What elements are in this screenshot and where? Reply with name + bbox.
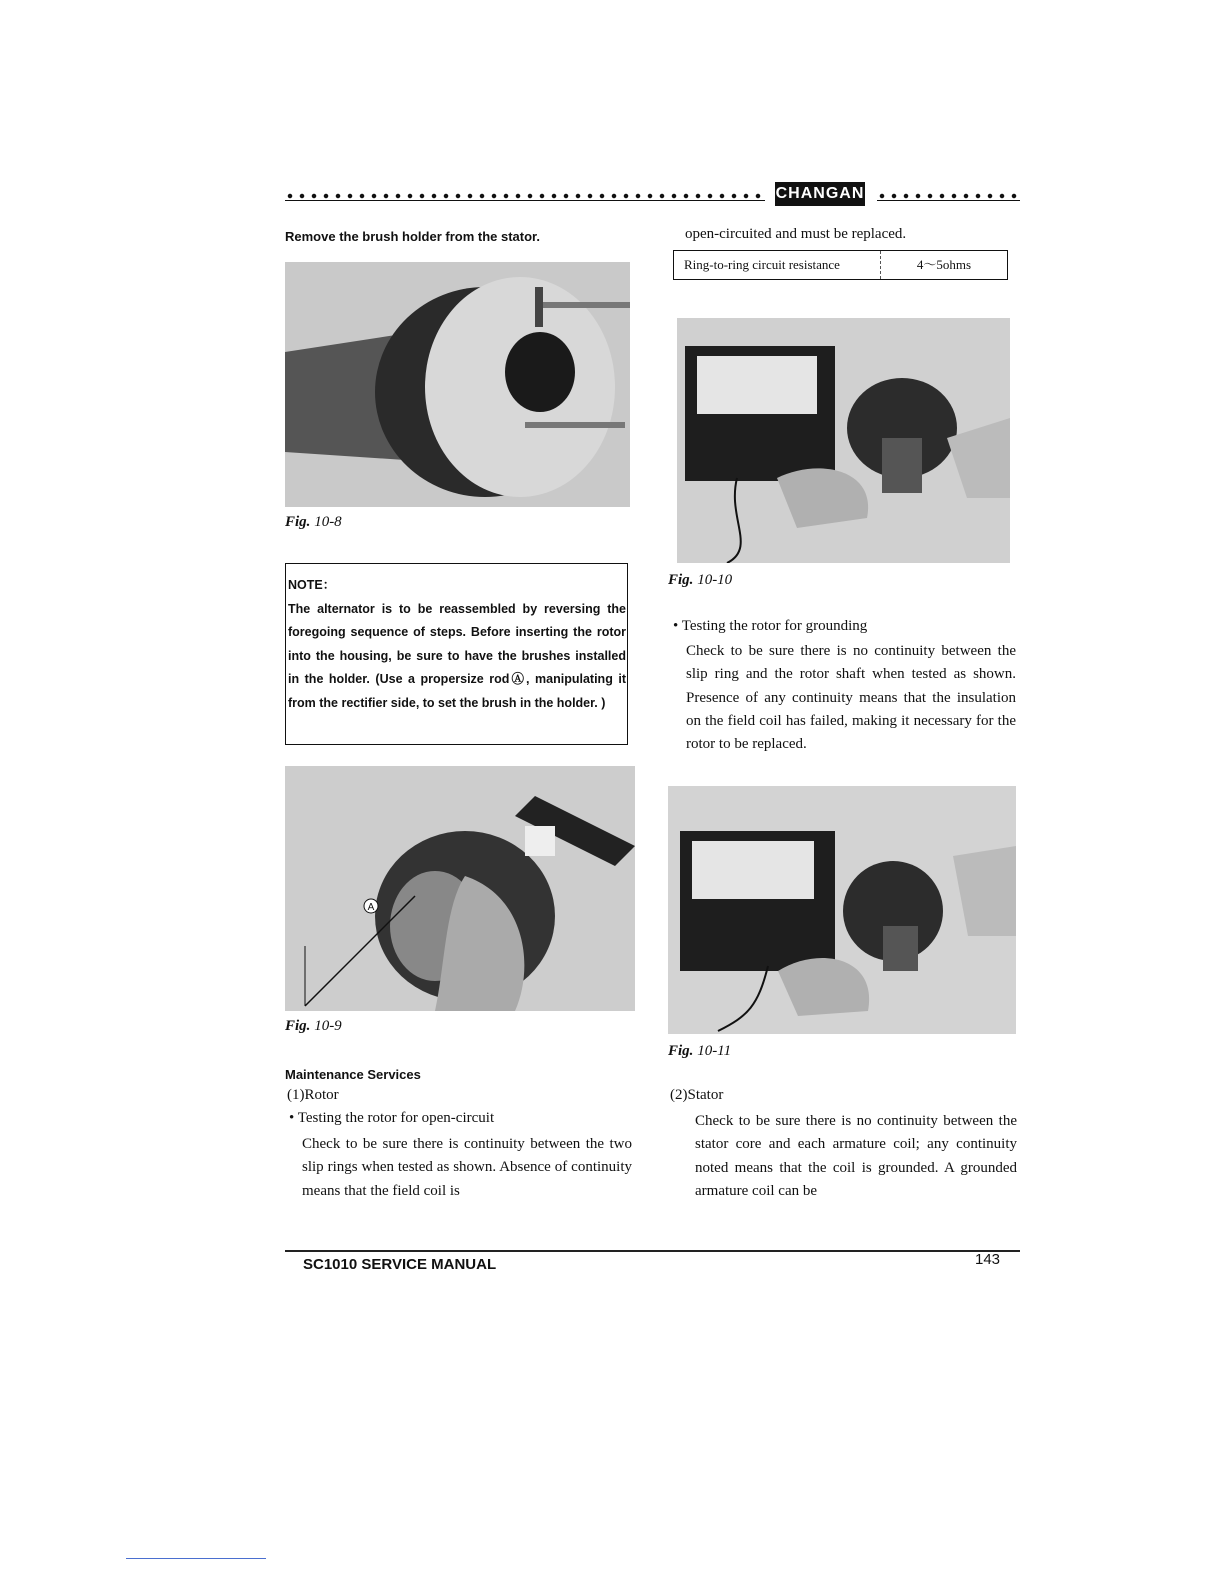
bullet-open-circuit: • Testing the rotor for open-circuit [289, 1110, 495, 1126]
marker-a-label: A [367, 902, 375, 913]
figure-10-9-caption: Fig. 10-9 [285, 1018, 342, 1034]
paragraph-stator: Check to be sure there is no continuity between the stator core and each armature coil; any continuity noted means that the coil is grounded. A grounded armature coil can be [695, 1113, 1017, 1199]
section-heading-remove-brush: Remove the brush holder from the stator. [285, 229, 540, 244]
ornament-left [285, 188, 765, 204]
spec-table [673, 250, 1008, 280]
footer-manual-title: SC1010 SERVICE MANUAL [303, 1256, 497, 1273]
figure-10-8-image [285, 262, 630, 507]
figure-10-8-photo [285, 262, 630, 507]
stator-heading: (2)Stator [670, 1087, 724, 1103]
header-band [285, 185, 1020, 204]
spec-label: Ring-to-ring circuit resistance [674, 251, 881, 279]
figure-10-9-photo [285, 766, 635, 1011]
bottom-rule [126, 1558, 266, 1559]
figure-10-9-image [285, 766, 635, 1011]
paragraph-grounding: Check to be sure there is no continuity between the slip ring and the rotor shaft when tested as shown. Presence of any continuity means that the insulation on the field coil has failed, making it necessary for the rotor to be replaced. [686, 643, 1016, 753]
note-title: NOTE： [288, 578, 336, 592]
continuation-text: open-circuited and must be replaced. [685, 226, 907, 242]
bullet-grounding: • Testing the rotor for grounding [673, 618, 868, 634]
page-number: 143 [975, 1251, 1001, 1268]
figure-10-11-photo [668, 786, 1016, 1034]
ornament-right [877, 188, 1020, 204]
figure-10-10-photo [677, 318, 1010, 563]
spec-value: 4～5ohms [916, 257, 972, 272]
figure-10-10-caption: Fig. 10-10 [668, 572, 733, 588]
rotor-heading: (1)Rotor [287, 1087, 339, 1103]
figure-10-11-image [668, 786, 1016, 1034]
brand-logo: CHANGAN [775, 182, 865, 206]
figure-10-10-image [677, 318, 1010, 563]
note-box [285, 563, 628, 745]
figure-10-8-caption: Fig. 10-8 [285, 514, 342, 530]
figure-10-11-caption: Fig. 10-11 [668, 1043, 732, 1059]
paragraph-open-circuit: Check to be sure there is continuity between the two slip rings when tested as shown. Absence of continuity means that the field coil is [302, 1136, 632, 1199]
footer-rule [285, 1250, 1020, 1252]
note-text: The alternator is to be reassembled by reversing the foregoing sequence of steps. Before inserting the rotor into the housing, be sure to have the brushes installed in the holder. (Use a propersize rodⒶ, manipulating it from the rectifier side, to set the brush in the holder. ) [288, 601, 626, 710]
maintenance-heading: Maintenance Services [285, 1067, 421, 1082]
